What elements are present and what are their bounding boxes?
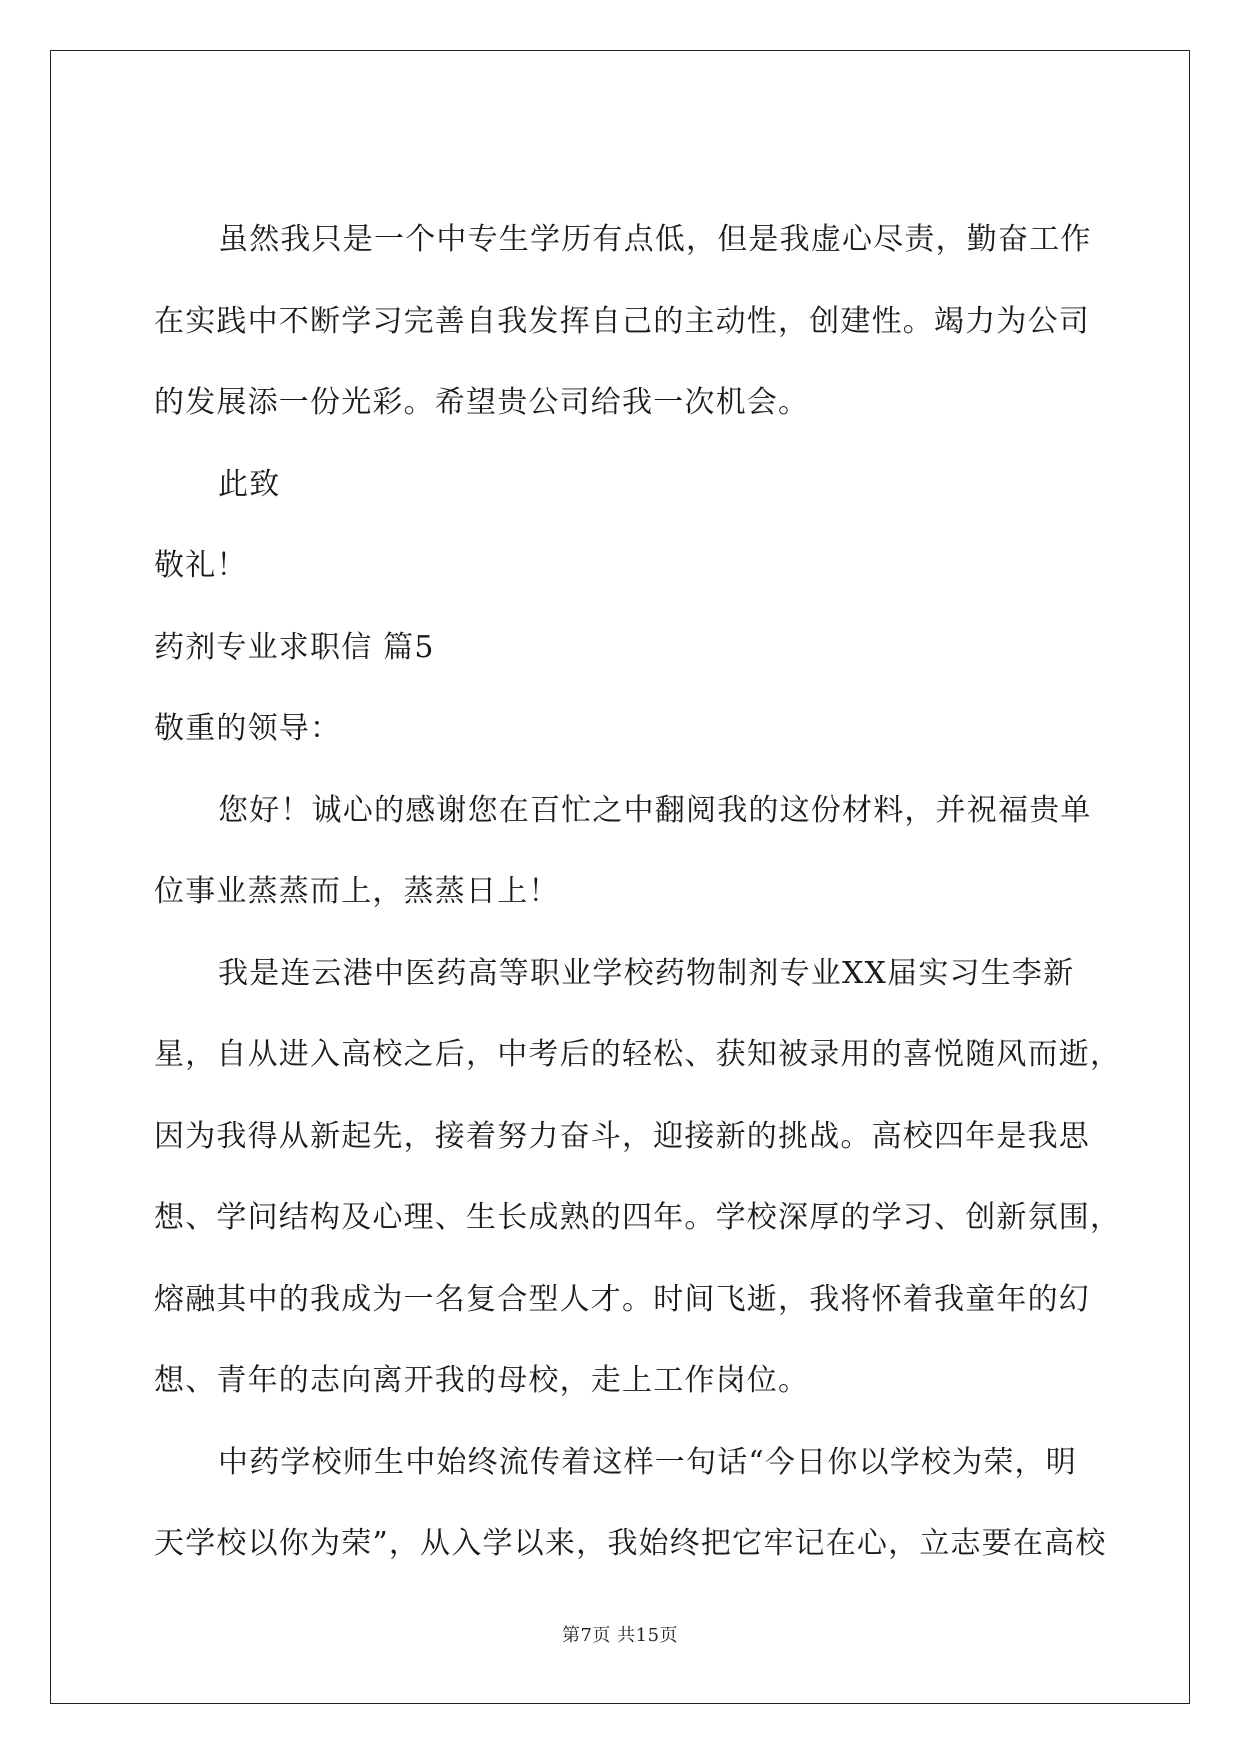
page-number: 第7页 共15页 (561, 1625, 679, 1646)
text-line: 想、青年的志向离开我的母校，走上工作岗位。 (154, 1363, 810, 1398)
closing-regards: 敬礼！ (154, 548, 248, 583)
text-line: 中药学校师生中始终流传着这样一句话“今日你以学校为荣，明 (218, 1444, 1077, 1480)
text-line: 熔融其中的我成为一名复合型人才。时间飞逝，我将怀着我童年的幻 (154, 1281, 1090, 1317)
greeting: 敬重的领导： (154, 711, 342, 746)
document-page (50, 50, 1190, 1704)
closing-salutation: 此致 (218, 466, 281, 502)
text-line: 您好！诚心的感谢您在百忙之中翻阅我的这份材料，并祝福贵单 (218, 792, 1092, 828)
text-line: 位事业蒸蒸而上，蒸蒸日上！ (154, 874, 560, 909)
text-line: 虽然我只是一个中专生学历有点低，但是我虚心尽责，勤奋工作 (218, 222, 1092, 257)
text-line: 的发展添一份光彩。希望贵公司给我一次机会。 (154, 385, 810, 420)
text-line: 我是连云港中医药高等职业学校药物制剂专业XX届实习生李新 (218, 955, 1075, 991)
text-line: 星，自从进入高校之后，中考后的轻松、获知被录用的喜悦随风而逝， (154, 1037, 1122, 1072)
document-body (154, 199, 1122, 1585)
text-line: 在实践中不断学习完善自我发挥自己的主动性，创建性。竭力为公司 (154, 303, 1090, 339)
text-line: 想、学问结构及心理、生长成熟的四年。学校深厚的学习、创新氛围， (154, 1200, 1122, 1235)
text-line: 天学校以你为荣”，从入学以来，我始终把它牢记在心，立志要在高校 (154, 1526, 1107, 1561)
text-line: 因为我得从新起先，接着努力奋斗，迎接新的挑战。高校四年是我思 (154, 1118, 1090, 1154)
section-heading: 药剂专业求职信 篇5 (154, 629, 435, 665)
